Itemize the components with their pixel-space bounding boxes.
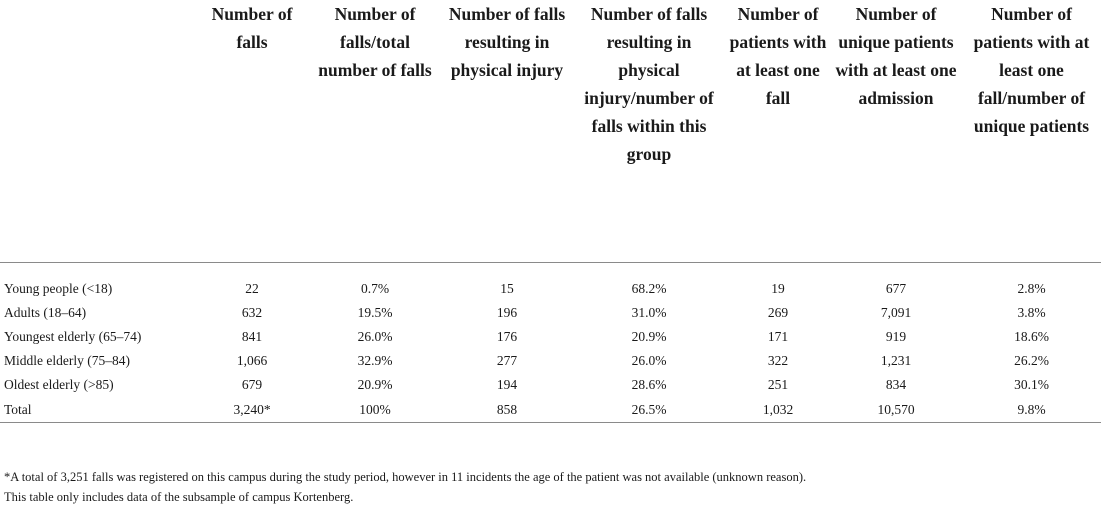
header-number-of-falls: Number of falls <box>196 0 308 263</box>
cell-value: 10,570 <box>830 397 962 423</box>
cell-value: 26.2% <box>1014 353 1049 368</box>
cell-value: 0.7% <box>360 281 390 296</box>
cell-value: 26.0% <box>357 329 393 344</box>
cell-value: 1,231 <box>880 353 912 368</box>
cell-value: 841 <box>241 329 263 344</box>
row-label: Oldest elderly (>85) <box>4 377 114 392</box>
header-blank <box>0 0 196 263</box>
table-footnotes <box>4 467 806 507</box>
table-row <box>0 263 1101 302</box>
header-injury-ratio: Number of falls resulting in physical injury/number of falls within this group <box>572 0 726 263</box>
table-row <box>0 301 1101 325</box>
table-row <box>0 349 1101 373</box>
cell-value: 171 <box>767 329 789 344</box>
header-falls-ratio: Number of falls/total number of falls <box>308 0 442 263</box>
table-row <box>0 325 1101 349</box>
cell-value: 194 <box>496 377 518 392</box>
cell-value: 322 <box>767 353 789 368</box>
cell-value: 679 <box>241 377 263 392</box>
cell-value: 68.2% <box>631 281 667 296</box>
cell-value: 26.5% <box>572 397 726 423</box>
row-label: Adults (18–64) <box>4 305 87 320</box>
row-label: Middle elderly (75–84) <box>4 353 130 368</box>
row-label: Total <box>0 397 196 423</box>
cell-value: 18.6% <box>1014 329 1049 344</box>
cell-value: 26.0% <box>631 353 667 368</box>
header-patients-ratio: Number of patients with at least one fall/number of unique patients <box>962 0 1101 263</box>
cell-value: 32.9% <box>357 353 393 368</box>
cell-value: 2.8% <box>1017 281 1046 296</box>
cell-value: 919 <box>885 329 907 344</box>
cell-value: 28.6% <box>631 377 667 392</box>
cell-value: 858 <box>442 397 572 423</box>
footnote-asterisk: *A total of 3,251 falls was registered on this campus during the study period, however in 11 incidents the age of the patient was not available (unknown reason). <box>4 470 807 484</box>
cell-value: 269 <box>767 305 789 320</box>
cell-value: 1,032 <box>726 397 830 423</box>
header-patients-with-fall: Number of patients with at least one fall <box>726 0 830 263</box>
cell-value: 834 <box>885 377 907 392</box>
cell-value: 1,066 <box>236 353 268 368</box>
header-unique-patients: Number of unique patients with at least one admission <box>830 0 962 263</box>
cell-value: 19.5% <box>357 305 393 320</box>
cell-value: 3.8% <box>1017 305 1046 320</box>
table-row <box>0 373 1101 397</box>
cell-value: 196 <box>496 305 518 320</box>
row-label: Young people (<18) <box>4 281 113 296</box>
cell-value: 632 <box>241 305 263 320</box>
table-row-total <box>0 397 1101 423</box>
cell-value: 251 <box>767 377 789 392</box>
cell-value: 31.0% <box>631 305 667 320</box>
cell-value: 19 <box>771 281 785 296</box>
cell-value: 9.8% <box>962 397 1101 423</box>
cell-value: 176 <box>496 329 518 344</box>
cell-value: 30.1% <box>1014 377 1049 392</box>
cell-value: 7,091 <box>880 305 912 320</box>
cell-value: 677 <box>885 281 907 296</box>
header-falls-injury: Number of falls resulting in physical injury <box>442 0 572 263</box>
footnote-subsample: This table only includes data of the subsample of campus Kortenberg. <box>4 490 354 504</box>
cell-value: 15 <box>500 281 514 296</box>
cell-value: 3,240* <box>196 397 308 423</box>
cell-value: 20.9% <box>357 377 393 392</box>
cell-value: 277 <box>496 353 518 368</box>
cell-value: 22 <box>245 281 259 296</box>
cell-value: 100% <box>308 397 442 423</box>
row-label: Youngest elderly (65–74) <box>4 329 142 344</box>
cell-value: 20.9% <box>631 329 667 344</box>
